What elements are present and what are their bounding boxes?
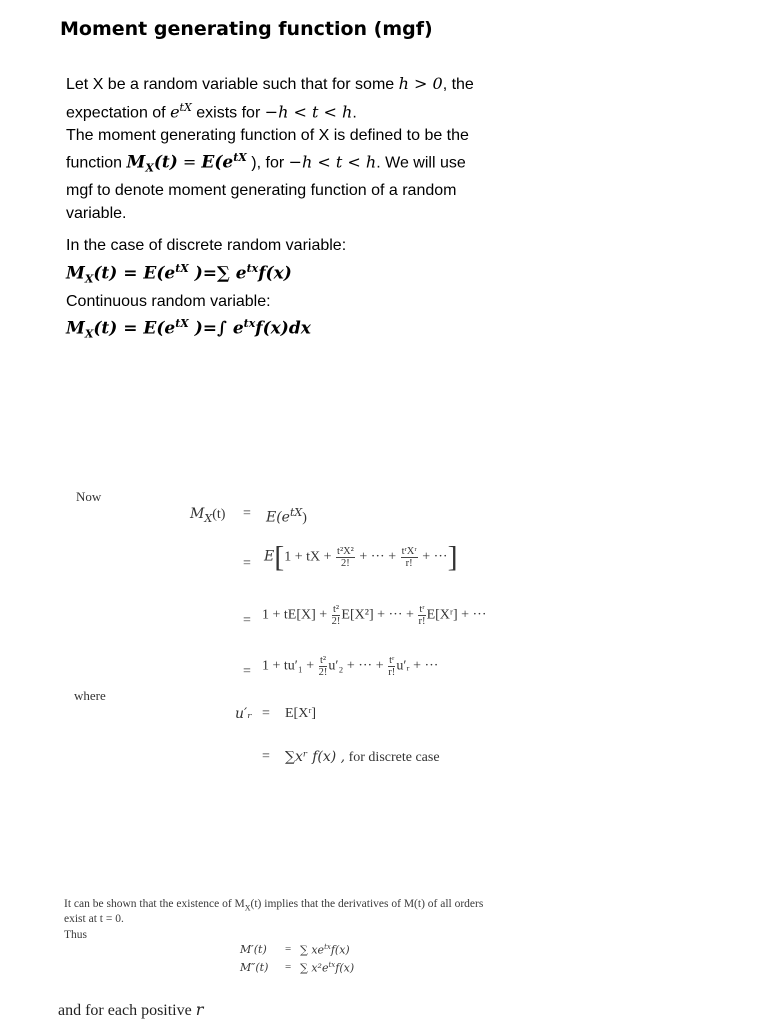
fraction: $\frac{\text{t²}}{2!}$: [331, 604, 341, 627]
second-derivative-lhs: M″(t): [240, 961, 269, 974]
continuous-formula: $M_X(t) = E(e^{tX}$ )=∫ $e^{tx}f(x)dx$: [66, 317, 311, 341]
derivation-eq-6: =: [262, 749, 270, 764]
derivation-row-1: $M_X(t)$: [190, 506, 226, 525]
first-derivative-lhs: M′(t): [240, 943, 267, 956]
definition-line-2: expectation of $e^{tX}$ exists for −h < t < h.: [66, 100, 357, 121]
derivation-rhs-3: 1 + tE[X] + $\frac{\text{t²}}{2!}$ E[X²] + ··· + $\frac{\text{tʳ}}{r!}$ E[Xʳ] + ···: [262, 604, 487, 627]
second-derivative-rhs: ∑ $x^2e^{tx}f(x)$: [300, 961, 355, 975]
continuous-label: Continuous random variable:: [66, 292, 271, 310]
derivation-eq-3: =: [243, 613, 251, 628]
derivation-rhs-4: 1 + tu′₁ + $\frac{\text{t²}}{2!}$ u′₂ + ··· + $\frac{\text{tʳ}}{r!}$ u′ᵣ + ···: [262, 655, 439, 678]
derivation-eq-4: =: [243, 664, 251, 679]
definition-line-4: function $M_X(t) = E(e^{tX}$ ), for −h < t < h. We will use: [66, 151, 466, 175]
derivation-rhs-2: E[1 + tX + $\frac{\text{t²X²}}{2!}$ + ··· + $\frac{\text{tʳXʳ}}{r!}$ + ···]: [264, 540, 458, 574]
definition-line-3: The moment generating function of X is defined to be the: [66, 126, 469, 144]
first-derivative-rhs: ∑ $xe^{tx}f(x)$: [300, 943, 350, 957]
cases-block: [66, 235, 346, 346]
derivation-rhs-1: $E(e^{tX})$: [266, 506, 307, 526]
right-bracket-icon: ]: [447, 540, 458, 574]
discrete-formula: $M_X(t) = E(e^{tX}$ )=∑ $e^{tx}f(x)$: [66, 261, 292, 286]
derivation-row-5-lhs: u′ᵣ: [235, 706, 253, 722]
fraction: $\frac{\text{tʳ}}{r!}$: [418, 604, 426, 627]
first-derivative-eq: =: [285, 943, 292, 955]
derivation-eq-2: =: [243, 556, 251, 571]
where-label: where: [74, 688, 106, 703]
second-derivative-eq: =: [285, 961, 292, 973]
fraction: $\frac{\text{tʳXʳ}}{r!}$: [401, 546, 417, 569]
existence-line-1: It can be shown that the existence of $M_X(t)$ implies that the derivatives of M(t) of all orders: [64, 898, 484, 913]
definition-line-6: variable.: [66, 204, 127, 222]
definition-line-5: mgf to denote moment generating function of a random: [66, 182, 457, 200]
fraction: $\frac{\text{tʳ}}{r!}$: [388, 655, 396, 678]
left-bracket-icon: [: [274, 540, 285, 574]
definition-line-1: Let X be a random variable such that for some h > 0, the: [66, 74, 474, 93]
derivation-rhs-5: E[Xʳ]: [285, 706, 317, 721]
now-label: Now: [76, 489, 102, 504]
derivation-eq-5: =: [262, 706, 270, 721]
fraction: $\frac{\text{t²}}{2!}$: [318, 655, 328, 678]
derivation-eq-1: =: [243, 506, 251, 521]
discrete-label: In the case of discrete random variable:: [66, 237, 347, 254]
final-line: and for each positive r: [58, 1000, 204, 1019]
fraction: $\frac{\text{t²X²}}{2!}$: [337, 546, 354, 569]
definition-paragraph: [66, 73, 474, 225]
derivation-rhs-6: ∑xʳ f(x) , for discrete case: [285, 749, 440, 765]
existence-line-2: exist at t = 0.: [64, 913, 124, 925]
page-title: Moment generating function (mgf): [60, 18, 433, 40]
thus-label: Thus: [64, 929, 87, 941]
